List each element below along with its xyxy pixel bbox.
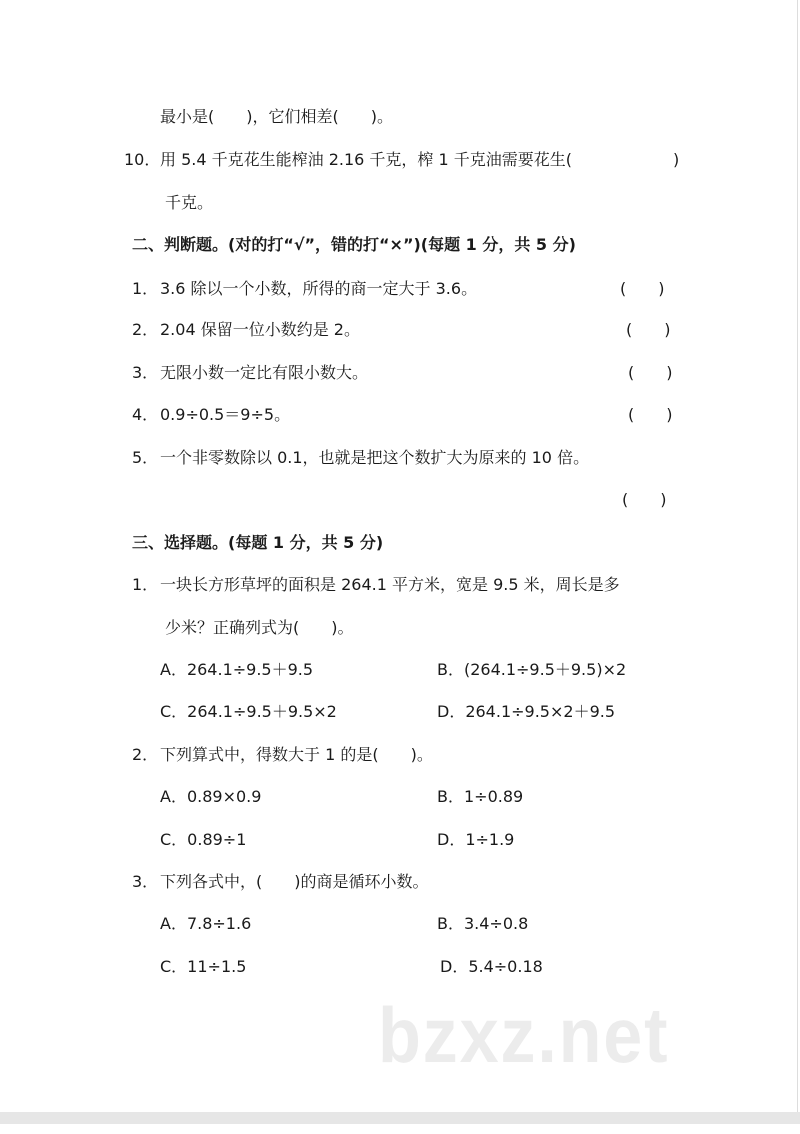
choice-q2-option-c: C．0.89÷1: [160, 830, 247, 849]
choice-q1-number: 1．: [132, 575, 159, 594]
choice-q2-option-d: D．1÷1.9: [437, 830, 515, 849]
judge-q4-answer: ( ): [628, 405, 673, 424]
judge-q5-answer: ( ): [622, 490, 667, 509]
choice-q2-option-b: B．1÷0.89: [437, 787, 524, 806]
judge-q2-number: 2．: [132, 320, 159, 339]
judge-q3-number: 3．: [132, 363, 159, 382]
choice-q1-option-d: D．264.1÷9.5×2＋9.5: [437, 702, 616, 721]
choice-q2-number: 2．: [132, 745, 159, 764]
judge-q4-text: 0.9÷0.5＝9÷5。: [160, 405, 291, 424]
choice-q2-text: 下列算式中，得数大于 1 的是( )。: [160, 745, 433, 764]
judge-q1-answer: ( ): [620, 279, 665, 298]
choice-q1-option-a: A．264.1÷9.5＋9.5: [160, 660, 314, 679]
q9-continuation: 最小是( )，它们相差( )。: [160, 107, 393, 126]
watermark: bzxz.net: [378, 991, 670, 1079]
judge-q3-answer: ( ): [628, 363, 673, 382]
q10-continuation: 千克。: [165, 193, 214, 212]
judge-q2-text: 2.04 保留一位小数约是 2。: [160, 320, 360, 339]
q10-answer-paren: ): [673, 150, 680, 169]
choice-q1-option-b: B．(264.1÷9.5＋9.5)×2: [437, 660, 627, 679]
judge-q5-text: 一个非零数除以 0.1，也就是把这个数扩大为原来的 10 倍。: [160, 448, 590, 467]
choice-q1-option-c: C．264.1÷9.5＋9.5×2: [160, 702, 337, 721]
page-separator: [0, 1112, 800, 1124]
judge-section-title: 二、判断题。(对的打“√”，错的打“×”)(每题 1 分，共 5 分): [132, 235, 576, 254]
q10-text: 用 5.4 千克花生能榨油 2.16 千克，榨 1 千克油需要花生(: [160, 150, 573, 169]
judge-q2-answer: ( ): [626, 320, 671, 339]
choice-q3-option-c: C．11÷1.5: [160, 957, 247, 976]
choice-q2-option-a: A．0.89×0.9: [160, 787, 262, 806]
choice-section-title: 三、选择题。(每题 1 分，共 5 分): [132, 533, 384, 552]
judge-q1-number: 1．: [132, 279, 159, 298]
choice-q3-option-d: D．5.4÷0.18: [440, 957, 543, 976]
choice-q3-text: 下列各式中，( )的商是循环小数。: [160, 872, 429, 891]
choice-q1-continuation: 少米？正确列式为( )。: [165, 618, 354, 637]
judge-q5-number: 5．: [132, 448, 159, 467]
q10-number: 10．: [124, 150, 161, 169]
choice-q3-option-b: B．3.4÷0.8: [437, 914, 529, 933]
choice-q1-text: 一块长方形草坪的面积是 264.1 平方米，宽是 9.5 米，周长是多: [160, 575, 620, 594]
choice-q3-number: 3．: [132, 872, 159, 891]
judge-q1-text: 3.6 除以一个小数，所得的商一定大于 3.6。: [160, 279, 478, 298]
choice-q3-option-a: A．7.8÷1.6: [160, 914, 252, 933]
judge-q4-number: 4．: [132, 405, 159, 424]
judge-q3-text: 无限小数一定比有限小数大。: [160, 363, 369, 382]
